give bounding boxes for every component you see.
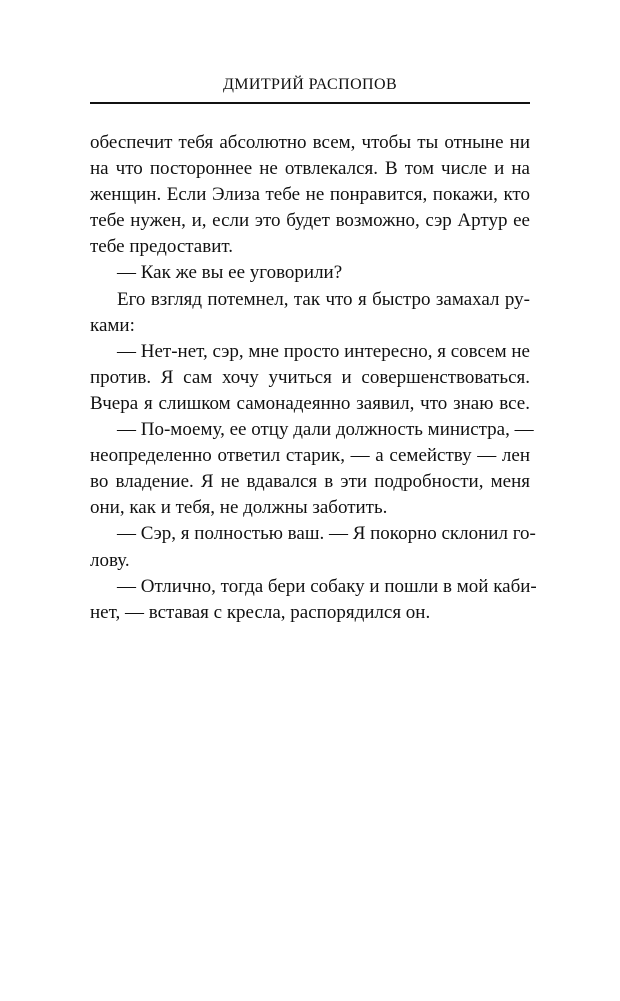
running-header: ДМИТРИЙ РАСПОПОВ	[222, 76, 398, 93]
text-line: — Отлично, тогда бери собаку и пошли в мой каби-	[117, 575, 537, 597]
text-line: они, как и тебя, не должны заботить.	[90, 497, 388, 519]
text-line: обеспечит тебя абсолютно всем, чтобы ты отныне ни	[90, 132, 530, 153]
text-line: на что постороннее не отвлекался. В том числе и на	[90, 158, 530, 180]
text-line: — Нет-нет, сэр, мне просто интересно, я совсем не	[117, 340, 530, 362]
text-line: против. Я сам хочу учиться и совершенствоваться.	[90, 366, 530, 388]
text-line: Вчера я слишком самонадеянно заявил, что знаю все.	[90, 392, 530, 414]
text-line: неопределенно ответил старик, — а семейству — лен	[90, 445, 530, 467]
text-line: — Как же вы ее уговорили?	[117, 262, 343, 284]
text-line: тебе нужен, и, если это будет возможно, сэр Артур ее	[90, 210, 530, 232]
text-line: женщин. Если Элиза тебе не понравится, покажи, кто	[90, 184, 530, 206]
text-line: лову.	[90, 549, 130, 571]
text-line: ками:	[90, 314, 135, 336]
header-rule	[90, 102, 530, 104]
text-line: тебе предоставит.	[90, 236, 233, 258]
text-line: — По-моему, ее отцу дали должность министра, —	[117, 419, 534, 441]
text-line: Его взгляд потемнел, так что я быстро замахал ру-	[117, 288, 530, 310]
text-line: нет, — вставая с кресла, распорядился он.	[90, 601, 431, 623]
page-body-text	[90, 130, 537, 626]
text-line: во владение. Я не вдавался в эти подробности, меня	[90, 471, 530, 493]
text-line: — Сэр, я полностью ваш. — Я покорно склонил го-	[117, 523, 536, 545]
